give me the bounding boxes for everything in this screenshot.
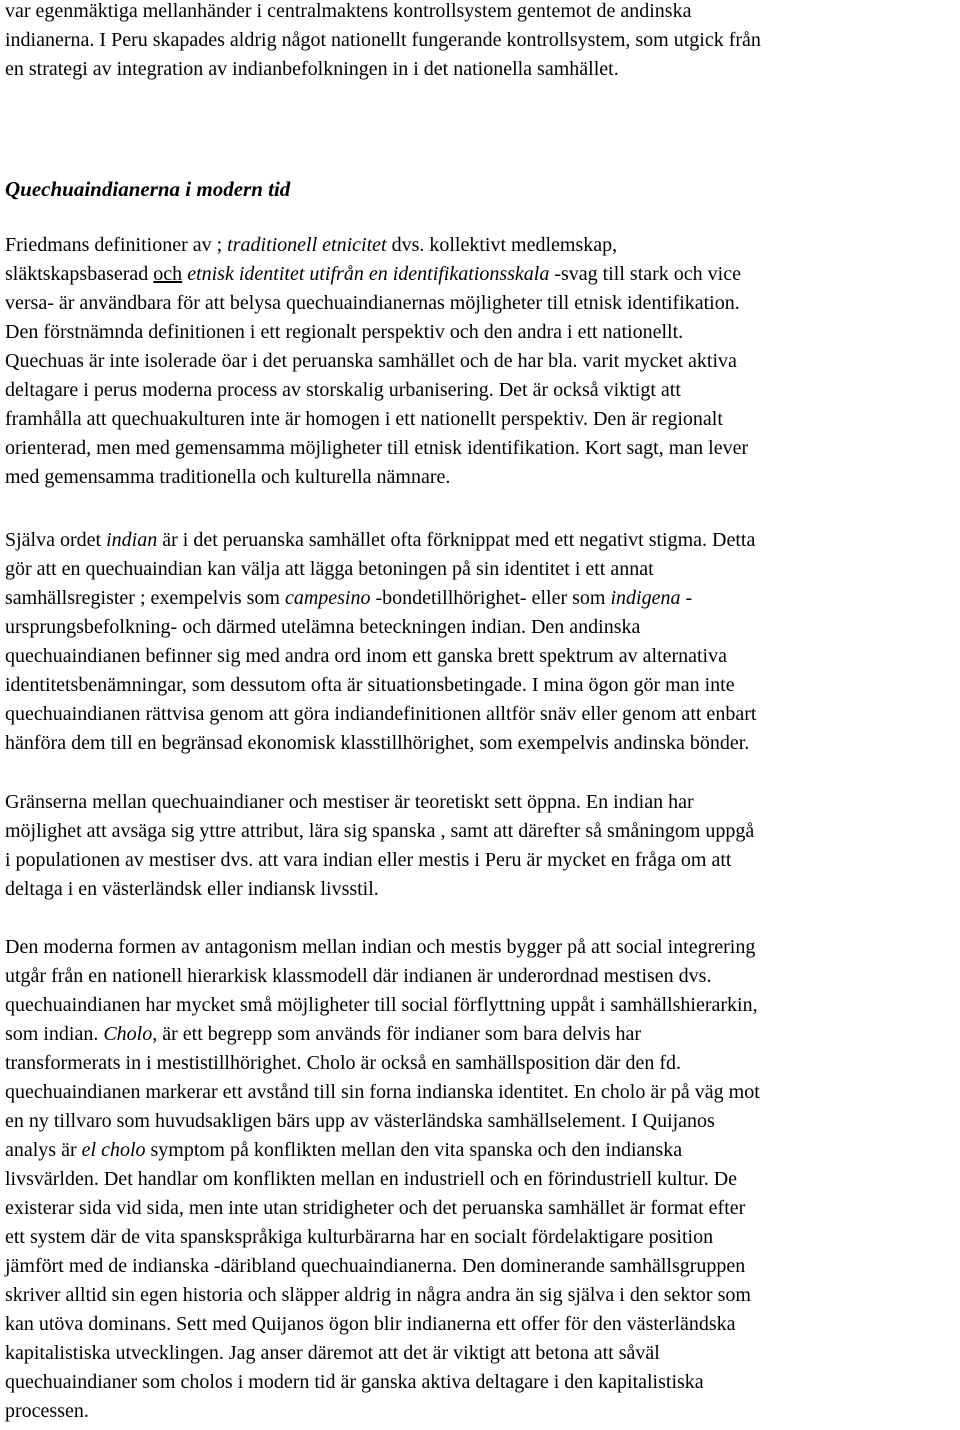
text-line: utgår från en nationell hierarkisk klassmodell där indianen är underordnad mestisen dvs.: [5, 965, 712, 987]
italic-term: el cholo: [81, 1139, 146, 1161]
italic-term: etnisk identitet utifrån en identifikationsskala: [187, 263, 550, 285]
text-line: quechuaindianen har mycket små möjligheter till social förflyttning uppåt i samhällshierarkin,: [5, 994, 758, 1016]
text-line: quechuaindianen befinner sig med andra ord inom ett ganska brett spektrum av alternativa: [5, 645, 727, 667]
text-line: med gemensamma traditionella och kulturella nämnare.: [5, 466, 451, 488]
text-line: Quechuas är inte isolerade öar i det peruanska samhället och de har bla. varit mycket aktiva: [5, 350, 737, 372]
text-line: indianerna. I Peru skapades aldrig något nationellt fungerande kontrollsystem, som utgick från: [5, 29, 761, 51]
section-heading: Quechuaindianerna i modern tid: [5, 177, 291, 201]
text-line: gör att en quechuaindian kan välja att lägga betoningen på sin identitet i ett annat: [5, 558, 654, 580]
text-run: , är ett begrepp som används för indianer som bara delvis har: [152, 1023, 641, 1045]
text-line: hänföra dem till en begränsad ekonomisk klasstillhörighet, som exempelvis andinska bönder.: [5, 732, 750, 754]
text-run: samhällsregister ; exempelvis som: [5, 587, 285, 609]
text-line: möjlighet att avsäga sig yttre attribut, lära sig spanska , samt att därefter så småningom uppgå: [5, 820, 755, 842]
text-line: deltaga i en västerländsk eller indiansk livsstil.: [5, 878, 379, 900]
text-run: Själva ordet: [5, 529, 107, 551]
text-line: versa- är användbara för att belysa quechuaindianernas möjligheter till etnisk identifikation.: [5, 292, 740, 314]
text-line: orienterad, men med gemensamma möjligheter till etnisk identifikation. Kort sagt, man lever: [5, 437, 749, 459]
text-line: Den förstnämnda definitionen i ett regionalt perspektiv och den andra i ett nationellt.: [5, 321, 684, 343]
intro-paragraph: [5, 0, 957, 84]
italic-term: indian: [106, 529, 158, 551]
text-line: [5, 231, 957, 260]
text-line: kapitalistiska utvecklingen. Jag anser däremot att det är viktigt att betona att såväl: [5, 1342, 660, 1364]
text-line: existerar sida vid sida, men inte utan stridigheter och det peruanska samhället är format efter: [5, 1197, 746, 1219]
text-line: jämfört med de indianska -däribland quechuaindianerna. Den dominerande samhällsgruppen: [5, 1255, 746, 1277]
paragraph-indian-word: [5, 526, 957, 758]
text-line: i populationen av mestiser dvs. att vara indian eller mestis i Peru är mycket en fråga om att: [5, 849, 732, 871]
text-line: var egenmäktiga mellanhänder i centralmaktens kontrollsystem gentemot de andinska: [5, 0, 692, 22]
text-line: deltagare i perus moderna process av storskalig urbanisering. Det är också viktigt att: [5, 379, 681, 401]
text-line: quechuaindianen rättvisa genom att göra indiandefinitionen alltför snäv eller genom att enbart: [5, 703, 757, 725]
text-line: [5, 584, 957, 613]
text-run: analys är: [5, 1139, 82, 1161]
text-run: -: [680, 587, 693, 609]
text-line: kan utöva dominans. Sett med Quijanos ögon blir indianerna ett offer för den västerländska: [5, 1313, 736, 1335]
text-line: quechuaindianen markerar ett avstånd till sin forna indianska identitet. En cholo är på väg mot: [5, 1081, 760, 1103]
text-line: ursprungsbefolkning- och därmed utelämna beteckningen indian. Den andinska: [5, 616, 641, 638]
text-line: Gränserna mellan quechuaindianer och mestiser är teoretiskt sett öppna. En indian har: [5, 791, 694, 813]
text-run: -svag till stark och vice: [549, 263, 741, 285]
text-line: [5, 1020, 957, 1049]
text-line: en ny tillvaro som huvudsakligen bärs upp av västerländska samhällselement. I Quijanos: [5, 1110, 715, 1132]
text-run: symptom på konflikten mellan den vita spanska och den indianska: [145, 1139, 683, 1161]
text-line: framhålla att quechuakulturen inte är homogen i ett nationellt perspektiv. Den är regionalt: [5, 408, 723, 430]
text-line: processen.: [5, 1400, 89, 1422]
text-run: som indian.: [5, 1023, 104, 1045]
text-run: släktskapsbaserad: [5, 263, 154, 285]
text-run: Friedmans definitioner av ;: [5, 234, 228, 256]
text-line: identitetsbenämningar, som dessutom ofta är situationsbetingade. I mina ögon gör man inte: [5, 674, 735, 696]
italic-term: Cholo: [103, 1023, 153, 1045]
text-run: dvs. kollektivt medlemskap,: [386, 234, 618, 256]
paragraph-borders: [5, 788, 957, 904]
paragraph-friedman: [5, 231, 957, 492]
italic-term: indigena: [610, 587, 681, 609]
text-line: skriver alltid sin egen historia och släpper aldrig in några andra än sig själva i den sektor som: [5, 1284, 751, 1306]
text-line: transformerats in i mestistillhörighet. Cholo är också en samhällsposition där den fd.: [5, 1052, 681, 1074]
italic-term: campesino: [284, 587, 371, 609]
text-run: -bondetillhörighet- eller som: [370, 587, 611, 609]
text-run: är i det peruanska samhället ofta förknippat med ett negativt stigma. Detta: [157, 529, 756, 551]
text-line: quechuaindianer som cholos i modern tid är ganska aktiva deltagare i den kapitalistiska: [5, 1371, 704, 1393]
text-line: en strategi av integration av indianbefolkningen in i det nationella samhället.: [5, 58, 619, 80]
text-line: [5, 260, 957, 289]
text-line: [5, 526, 957, 555]
text-line: Den moderna formen av antagonism mellan indian och mestis bygger på att social integrering: [5, 936, 756, 958]
text-line: livsvärlden. Det handlar om konflikten mellan en industriell och en förindustriell kultur. De: [5, 1168, 738, 1190]
underlined-word: och: [153, 263, 183, 285]
paragraph-antagonism: [5, 933, 957, 1426]
italic-term: traditionell etnicitet: [227, 234, 387, 256]
text-line: ett system där de vita spanskspråkiga kulturbärarna har en socialt fördelaktigare position: [5, 1226, 714, 1248]
text-line: [5, 1136, 957, 1165]
